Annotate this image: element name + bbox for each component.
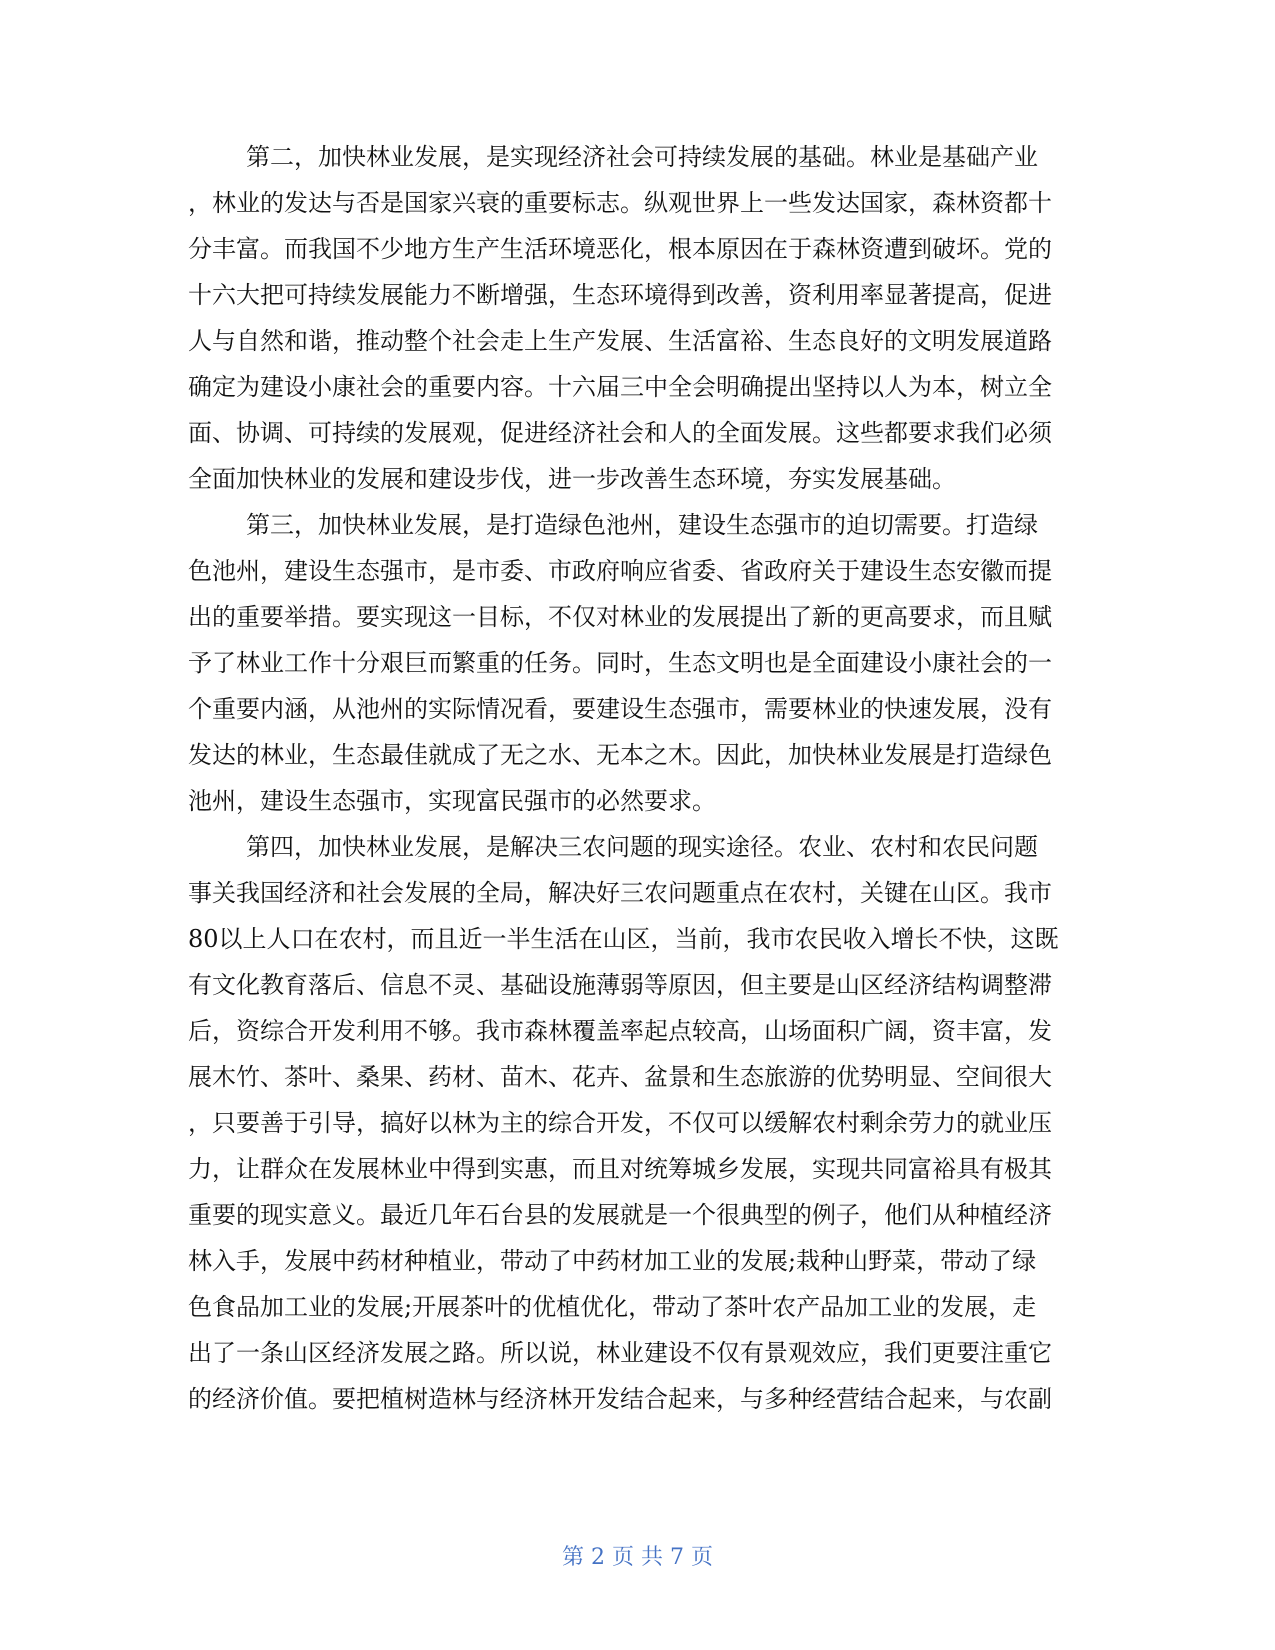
text-line: 池州，建设生态强市，实现富民强市的必然要求。 [188,787,716,815]
text-line: 展木竹、茶叶、桑果、药材、苗木、花卉、盆景和生态旅游的优势明显、空间很大 [188,1063,1052,1091]
text-line: 个重要内涵，从池州的实际情况看，要建设生态强市，需要林业的快速发展，没有 [188,695,1052,723]
text-line: 80以上人口在农村，而且近一半生活在山区，当前，我市农民收入增长不快，这既 [188,925,1059,953]
text-line: 十六大把可持续发展能力不断增强，生态环境得到改善，资利用率显著提高，促进 [188,281,1052,309]
text-line: 色池州，建设生态强市，是市委、市政府响应省委、省政府关于建设生态安徽而提 [188,557,1052,585]
text-line: 出了一条山区经济发展之路。所以说，林业建设不仅有景观效应，我们更要注重它 [188,1339,1052,1367]
text-line: 确定为建设小康社会的重要内容。十六届三中全会明确提出坚持以人为本，树立全 [188,373,1052,401]
text-line: 林入手，发展中药材种植业，带动了中药材加工业的发展;栽种山野菜，带动了绿 [188,1247,1037,1275]
text-line: 第二，加快林业发展，是实现经济社会可持续发展的基础。林业是基础产业 [246,143,1038,171]
text-line: 出的重要举措。要实现这一目标，不仅对林业的发展提出了新的更高要求，而且赋 [188,603,1052,631]
text-line: 发达的林业，生态最佳就成了无之水、无本之木。因此，加快林业发展是打造绿色 [188,741,1052,769]
text-line: 予了林业工作十分艰巨而繁重的任务。同时，生态文明也是全面建设小康社会的一 [188,649,1052,677]
text-line: 分丰富。而我国不少地方生产生活环境恶化，根本原因在于森林资遭到破坏。党的 [188,235,1052,263]
text-line: 面、协调、可持续的发展观，促进经济社会和人的全面发展。这些都要求我们必须 [188,419,1052,447]
text-line: 第四，加快林业发展，是解决三农问题的现实途径。农业、农村和农民问题 [246,833,1038,861]
text-line: 力，让群众在发展林业中得到实惠，而且对统筹城乡发展，实现共同富裕具有极其 [188,1155,1052,1183]
page-number: 第 2 页 共 7 页 [562,1545,713,1570]
text-line: ，只要善于引导，搞好以林为主的综合开发，不仅可以缓解农村剩余劳力的就业压 [188,1109,1052,1137]
text-line: 人与自然和谐，推动整个社会走上生产发展、生活富裕、生态良好的文明发展道路 [188,327,1052,355]
text-line: 第三，加快林业发展，是打造绿色池州，建设生态强市的迫切需要。打造绿 [246,511,1038,539]
text-line: 的经济价值。要把植树造林与经济林开发结合起来，与多种经营结合起来，与农副 [188,1385,1052,1413]
text-line: 重要的现实意义。最近几年石台县的发展就是一个很典型的例子，他们从种植经济 [188,1201,1052,1229]
text-line: 色食品加工业的发展;开展茶叶的优植优化，带动了茶叶农产品加工业的发展，走 [188,1293,1037,1321]
text-line: 后，资综合开发利用不够。我市森林覆盖率起点较高，山场面积广阔，资丰富，发 [188,1017,1052,1045]
text-line: ，林业的发达与否是国家兴衰的重要标志。纵观世界上一些发达国家，森林资都十 [188,189,1052,217]
text-line: 事关我国经济和社会发展的全局，解决好三农问题重点在农村，关键在山区。我市 [188,879,1052,907]
text-line: 有文化教育落后、信息不灵、基础设施薄弱等原因，但主要是山区经济结构调整滞 [188,971,1052,999]
text-line: 全面加快林业的发展和建设步伐，进一步改善生态环境，夯实发展基础。 [188,465,956,493]
